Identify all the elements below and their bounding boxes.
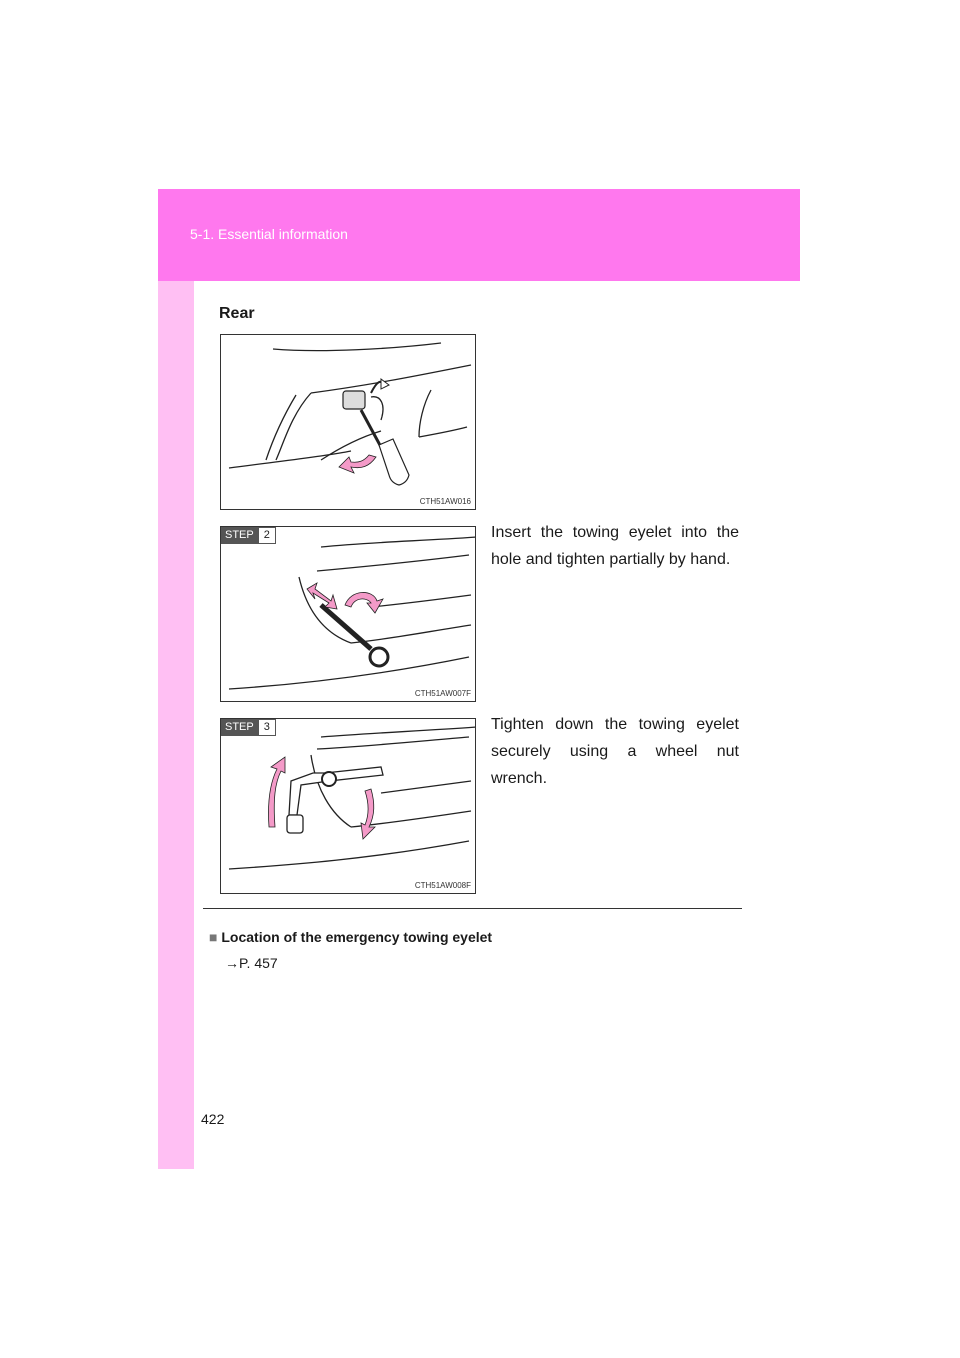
figure-code: CTH51AW016 xyxy=(419,497,471,506)
page-reference-link[interactable]: P. 457 xyxy=(239,955,278,971)
insert-eyelet-illustration xyxy=(221,527,476,702)
figure-cover-removal xyxy=(220,334,476,510)
step-number: 3 xyxy=(258,719,276,736)
note-title: Location of the emergency towing eyelet xyxy=(221,929,493,945)
figure-step-2 xyxy=(220,526,476,702)
step-3-text: Tighten down the towing eyelet securely using a wheel nut wrench. xyxy=(491,716,739,787)
figure-code: CTH51AW007F xyxy=(414,689,471,698)
subhead-rear: Rear xyxy=(219,305,255,322)
step-2-text: Insert the towing eyelet into the hole and tighten partially by hand. xyxy=(491,524,739,568)
step-tag-2 xyxy=(221,527,276,544)
section-divider xyxy=(203,908,742,909)
step-number: 2 xyxy=(258,527,276,544)
figure-code: CTH51AW008F xyxy=(414,881,471,890)
section-title: 5-1. Essential information xyxy=(190,226,348,242)
step-label: STEP xyxy=(221,527,258,544)
square-bullet-icon: ■ xyxy=(209,929,218,945)
figure-step-3 xyxy=(220,718,476,894)
cover-removal-illustration xyxy=(221,335,476,510)
side-strip xyxy=(158,280,194,1169)
page-reference xyxy=(225,955,278,971)
step-tag-3 xyxy=(221,719,276,736)
note-heading xyxy=(209,929,492,945)
page-number: 422 xyxy=(201,1111,225,1127)
step-label: STEP xyxy=(221,719,258,736)
arrow-right-icon: → xyxy=(225,955,239,971)
tighten-eyelet-illustration xyxy=(221,719,476,894)
